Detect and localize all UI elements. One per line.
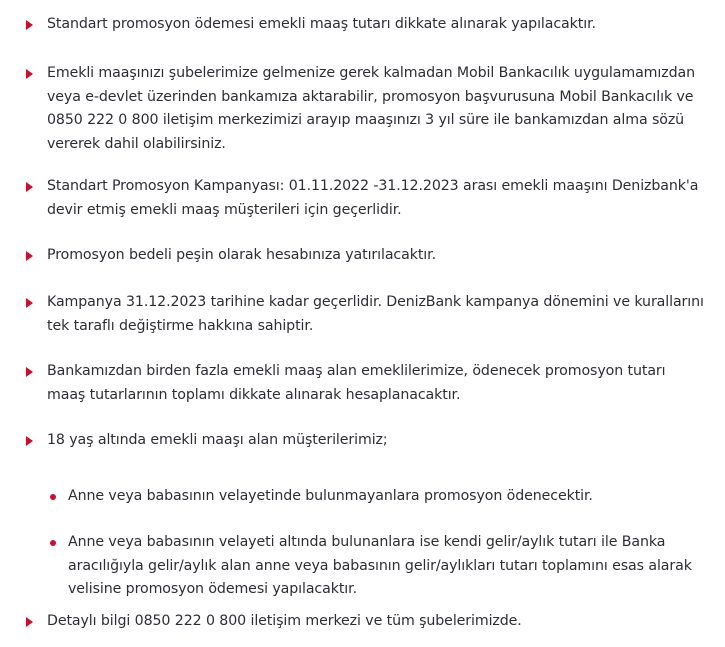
- list-item: [47, 62, 707, 156]
- sub-list-item-text: Anne veya babasının velayetinde bulunmayanlara promosyon ödenecektir.: [68, 488, 593, 505]
- list-item-text: Kampanya 31.12.2023 tarihine kadar geçerlidir. DenizBank kampanya dönemini ve kurallarını tek taraflı değiştirme hakkına sahiptir.: [47, 294, 704, 334]
- red-arrow-bullet-icon: [26, 69, 33, 79]
- list-item: [47, 360, 707, 407]
- list-item-text: Standart promosyon ödemesi emekli maaş tutarı dikkate alınarak yapılacaktır.: [47, 16, 596, 32]
- list-item: [47, 244, 707, 268]
- red-dot-bullet-icon: [50, 494, 56, 500]
- list-item: [47, 291, 707, 338]
- list-item-text: Detaylı bilgi 0850 222 0 800 iletişim merkezi ve tüm şubelerimizde.: [47, 613, 522, 629]
- sub-list-item: [68, 531, 708, 602]
- list-item-text: Emekli maaşınızı şubelerimize gelmenize gerek kalmadan Mobil Bankacılık uygulamamızdan veya e-devlet üzerinden bankamıza aktarabilir, promosyon başvurusuna Mobil Bankacılık ve 0850 222 0 800 iletişim merkezimizi arayıp maaşınızı 3 yıl süre ile bankamızdan alma sözü vererek dahil olabilirsiniz.: [47, 65, 695, 152]
- list-item: [47, 175, 707, 222]
- red-arrow-bullet-icon: [26, 251, 33, 261]
- red-dot-bullet-icon: [50, 540, 56, 546]
- sub-list-item-text: Anne veya babasının velayeti altında bulunanlara ise kendi gelir/aylık tutarı ile Banka aracılığıyla gelir/aylık alan anne veya babasının gelir/aylıkları tutarı toplamını esas alarak velisine promosyon ödemesi yapılacaktır.: [68, 534, 692, 598]
- list-item: [47, 429, 707, 453]
- list-item-text: 18 yaş altında emekli maaşı alan müşterilerimiz;: [47, 432, 388, 448]
- red-arrow-bullet-icon: [26, 617, 33, 627]
- list-item: [47, 13, 707, 37]
- list-item: [47, 610, 707, 634]
- red-arrow-bullet-icon: [26, 367, 33, 377]
- red-arrow-bullet-icon: [26, 20, 33, 30]
- red-arrow-bullet-icon: [26, 436, 33, 446]
- sub-list-item: [68, 485, 708, 509]
- list-item-text: Promosyon bedeli peşin olarak hesabınıza yatırılacaktır.: [47, 247, 436, 263]
- red-arrow-bullet-icon: [26, 182, 33, 192]
- red-arrow-bullet-icon: [26, 298, 33, 308]
- list-item-text: Standart Promosyon Kampanyası: 01.11.2022 -31.12.2023 arası emekli maaşını Denizbank'a devir etmiş emekli maaş müşterileri için geçerlidir.: [47, 178, 699, 218]
- list-item-text: Bankamızdan birden fazla emekli maaş alan emeklilerimize, ödenecek promosyon tutarı maaş tutarlarının toplamı dikkate alınarak hesaplanacaktır.: [47, 363, 666, 403]
